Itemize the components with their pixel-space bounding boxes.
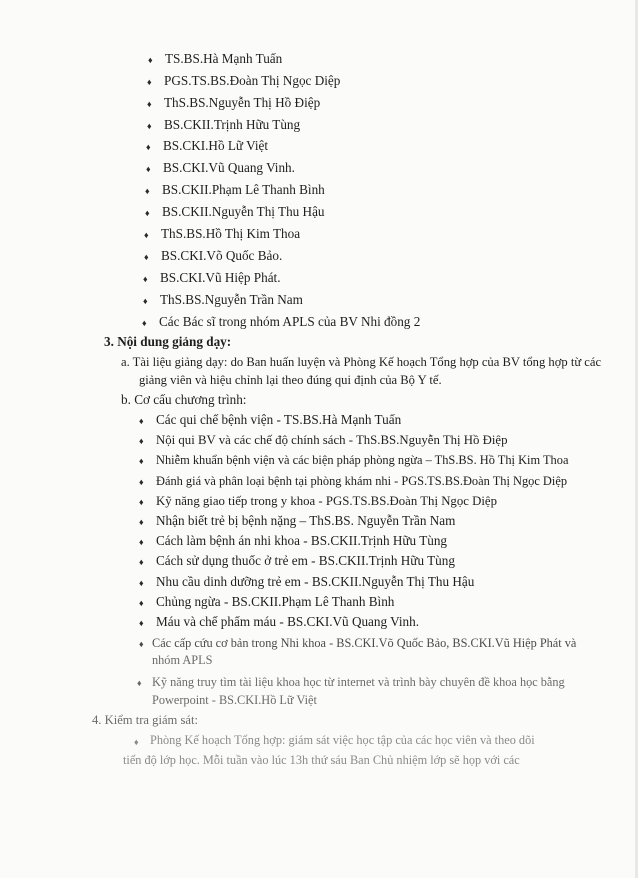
teacher-item: BS.CKII.Nguyễn Thị Thu Hậu xyxy=(162,204,325,219)
program-item-cont: nhóm APLS xyxy=(152,653,213,667)
section-4-heading: 4. Kiểm tra giám sát: xyxy=(92,713,198,727)
program-item: Kỹ năng giao tiếp trong y khoa - PGS.TS.BS.Đoàn Thị Ngọc Diệp xyxy=(156,494,497,508)
section-3b-label: b. Cơ cấu chương trình: xyxy=(121,392,247,407)
section-3a-text: a. Tài liệu giảng dạy: do Ban huấn luyện và Phòng Kế hoạch Tổng hợp của BV tổng hợp từ các xyxy=(121,355,602,369)
program-item: Nội qui BV và các chế độ chính sách - ThS.BS.Nguyễn Thị Hồ Điệp xyxy=(156,433,508,447)
bullet-icon: ♦ xyxy=(139,618,144,628)
program-item: Nhu cầu dinh dưỡng trẻ em - BS.CKII.Nguyễn Thị Thu Hậu xyxy=(156,574,475,589)
program-item: Chủng ngừa - BS.CKII.Phạm Lê Thanh Bình xyxy=(156,594,395,609)
program-item: Máu và chế phẩm máu - BS.CKI.Vũ Quang Vinh. xyxy=(156,614,420,629)
bullet-icon: ♦ xyxy=(145,186,150,196)
program-item: Đánh giá và phân loại bệnh tại phòng khám nhi - PGS.TS.BS.Đoàn Thị Ngọc Diệp xyxy=(156,474,568,488)
program-item: Nhiễm khuẩn bệnh viện và các biện pháp phòng ngừa – ThS.BS. Hồ Thị Kim Thoa xyxy=(156,453,569,467)
bullet-icon: ♦ xyxy=(142,318,147,328)
bullet-icon: ♦ xyxy=(147,99,152,109)
teacher-item: BS.CKI.Võ Quốc Bảo. xyxy=(161,248,283,263)
bullet-icon: ♦ xyxy=(148,55,153,65)
bullet-icon: ♦ xyxy=(147,77,152,87)
program-item: Nhận biết trẻ bị bệnh nặng – ThS.BS. Nguyễn Trần Nam xyxy=(156,513,456,528)
teacher-item: PGS.TS.BS.Đoàn Thị Ngọc Diệp xyxy=(164,73,341,88)
teacher-item: BS.CKII.Trịnh Hữu Tùng xyxy=(164,117,301,132)
teacher-item: ThS.BS.Nguyễn Thị Hồ Điệp xyxy=(164,95,321,110)
program-item: Cách sử dụng thuốc ở trẻ em - BS.CKII.Trịnh Hữu Tùng xyxy=(156,553,455,568)
section-3-heading: 3. Nội dung giảng dạy: xyxy=(104,334,232,349)
teacher-item: ThS.BS.Hồ Thị Kim Thoa xyxy=(161,226,301,241)
bullet-icon: ♦ xyxy=(143,274,148,284)
bullet-icon: ♦ xyxy=(139,639,144,649)
bullet-icon: ♦ xyxy=(145,208,150,218)
bullet-icon: ♦ xyxy=(137,678,142,688)
program-item: Cách làm bệnh án nhi khoa - BS.CKII.Trịnh Hữu Tùng xyxy=(156,533,448,548)
bullet-icon: ♦ xyxy=(139,497,144,507)
bullet-icon: ♦ xyxy=(144,230,149,240)
bullet-icon: ♦ xyxy=(139,436,144,446)
section-3a-text-cont: giảng viên và hiệu chỉnh lại theo đúng qui định của Bộ Y tế. xyxy=(139,373,442,387)
bullet-icon: ♦ xyxy=(146,164,151,174)
program-item: Các cấp cứu cơ bản trong Nhi khoa - BS.CKI.Võ Quốc Bảo, BS.CKI.Vũ Hiệp Phát và xyxy=(152,636,577,650)
bullet-icon: ♦ xyxy=(143,296,148,306)
bullet-icon: ♦ xyxy=(139,557,144,567)
teacher-item: TS.BS.Hà Mạnh Tuấn xyxy=(165,51,283,66)
program-item-cont: Powerpoint - BS.CKI.Hồ Lữ Việt xyxy=(152,693,317,707)
teacher-item: Các Bác sĩ trong nhóm APLS của BV Nhi đồng 2 xyxy=(159,314,421,329)
section-4-text-cont: tiến độ lớp học. Mỗi tuần vào lúc 13h thứ sáu Ban Chủ nhiệm lớp sẽ họp với các xyxy=(123,753,520,767)
bullet-icon: ♦ xyxy=(139,537,144,547)
teacher-item: BS.CKI.Hồ Lữ Việt xyxy=(163,138,269,153)
bullet-icon: ♦ xyxy=(139,456,144,466)
bullet-icon: ♦ xyxy=(144,252,149,262)
bullet-icon: ♦ xyxy=(139,598,144,608)
bullet-icon: ♦ xyxy=(139,477,144,487)
teacher-item: ThS.BS.Nguyễn Trần Nam xyxy=(160,292,303,307)
bullet-icon: ♦ xyxy=(146,142,151,152)
program-item: Các qui chế bệnh viện - TS.BS.Hà Mạnh Tuấn xyxy=(156,412,402,427)
program-item: Kỹ năng truy tìm tài liệu khoa học từ internet và trình bày chuyên đề khoa học bằng xyxy=(152,675,565,689)
teacher-item: BS.CKI.Vũ Hiệp Phát. xyxy=(160,270,281,285)
section-4-text: Phòng Kế hoạch Tổng hợp: giám sát việc học tập của các học viên và theo dõi xyxy=(150,733,535,747)
teacher-item: BS.CKII.Phạm Lê Thanh Bình xyxy=(162,182,325,197)
bullet-icon: ♦ xyxy=(139,517,144,527)
bullet-icon: ♦ xyxy=(147,121,152,131)
bullet-icon: ♦ xyxy=(139,416,144,426)
bullet-icon: ♦ xyxy=(134,737,139,747)
teacher-item: BS.CKI.Vũ Quang Vinh. xyxy=(163,160,295,175)
bullet-icon: ♦ xyxy=(139,578,144,588)
